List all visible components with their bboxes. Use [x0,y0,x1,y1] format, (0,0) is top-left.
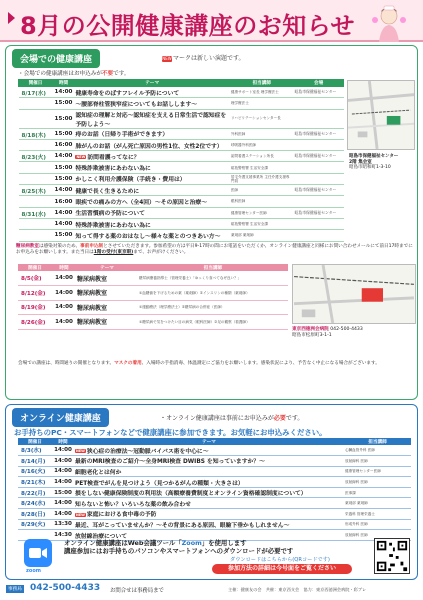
date-cell [19,109,53,128]
time-cell: 13:30 [52,519,74,530]
venue-cell [294,162,344,173]
venue-map-caption [349,154,419,171]
time-cell: 14:00 [52,445,74,456]
lecturer-cell: 呼吸器外科医師 [230,139,294,150]
lecturer-cell: 医事課 [344,487,411,498]
theme-cell [74,519,344,530]
venue-schedule-table [18,79,344,242]
notice-text: とさせていただきます。参加希望の方は平日9-17時の間にお電話をいただくか、オンライン健康講座と同様にお問い合わせメールにて前日17時までにお申込みをお願いします。また当日は [16,244,413,256]
date-cell: 8/26(金) [18,315,52,330]
table-header-row [18,438,411,445]
venue-cell: 昭島市保健福祉センター [294,87,344,98]
theme-cell: 糖尿病教室 [76,286,138,301]
date-cell: 8/17(水) [19,87,53,98]
map-venue-name: 昭島市保健福祉センター [349,154,399,159]
table-row [19,230,344,241]
date-cell: 8/18(木) [19,128,53,139]
theme-text: 痔のお話（日帰り手術ができます） [75,132,169,139]
theme-cell [74,162,229,173]
new-badge: NEW [76,512,85,517]
zoom-app-name: Zoom [181,539,202,547]
title-arrow-icon [8,12,15,24]
theme-text: ～腰部脊柱管狭窄症についてもお話しします～ [75,101,198,108]
theme-text: 認知症の理解と対応～認知症を支える日常生活で認知症を予防しよう～ [75,112,227,128]
time-cell: 14:00 [52,218,74,229]
footer [0,582,423,600]
time-cell: 14:00 [52,315,76,330]
date-cell [19,173,53,184]
theme-text: 細胞老化とは何か [75,469,122,476]
zoom-wordmark: zoom [26,568,41,574]
theme-cell: 糖尿病教室 [76,271,138,286]
venue-cell: 昭島市保健福祉センター [294,185,344,196]
time-cell: 14:00 [52,286,76,301]
diabetes-notice-heading: 糖尿病教室 [16,244,39,249]
theme-cell [74,509,344,520]
time-cell: 14:00 [52,271,76,286]
time-cell: 14:00 [52,151,74,162]
theme-text: 損をしない健康保険制度の利用法（高額療養費制度とオンライン資格確認制度について） [75,491,307,498]
lecturer-cell: 眼科医師 [230,196,294,207]
theme-cell [74,196,229,207]
theme-text: 眼疾での痛みの方へ（全4回）～その原因と治療～ [75,200,208,207]
theme-text: 健康で長く生きるために [75,188,140,195]
lecturer-cell: 健康管理センター医師 [230,207,294,218]
column-header: 開催日 [18,264,52,271]
column-header: 時間 [52,438,74,445]
table-header-row [18,264,288,271]
theme-cell [74,445,344,456]
theme-cell [74,218,229,229]
date-cell [19,218,53,229]
theme-cell [74,466,344,477]
theme-text: 家庭における食中毒の予防 [86,512,157,519]
time-cell: 14:00 [52,498,74,509]
theme-text: 健康寿命をのばすフレイル予防について [75,90,180,97]
date-cell: 8/5(金) [18,271,52,286]
table-row [18,300,288,315]
qr-code-icon[interactable] [374,538,410,574]
hospital-address: 昭島市松原町3-1-1 [292,333,332,338]
table-row [19,218,344,229]
table-header-row [19,80,344,87]
time-cell: 16:00 [52,139,74,150]
time-cell: 14:00 [52,466,74,477]
header-banner [0,0,423,42]
date-cell: 8/12(金) [18,286,52,301]
column-header: 担当講師 [138,264,288,271]
table-row [19,139,344,150]
theme-text: PET検査でがんを見つけよう（見つかるがんの種類・大きさは） [75,480,244,487]
lecturer-cell: ①運動療法（理学療法士）②糖尿病の合併症（医師） [138,300,288,315]
download-link[interactable]: ダウンロードはこちらから(QRコードです) [230,557,330,563]
theme-cell [74,98,229,109]
time-cell: 14:00 [52,509,74,520]
new-badge: NEW [162,56,172,61]
date-cell: 8/3(水) [18,445,52,456]
date-cell [19,139,53,150]
venue-cell: 昭島市保健福祉センター [294,207,344,218]
table-row [18,477,411,488]
host-credits: 主催：健康友の会 共催：東京西支会 協力：東京西徳洲会病院・彩ブレ [228,587,367,592]
venue-cell [294,139,344,150]
zoom-info-line1 [64,539,344,547]
theme-text: 知って得する薬のおはなし～様々な薬とのつきあい方～ [75,233,221,240]
column-header: 開催日 [18,438,52,445]
notice-highlight: 1階の受付(東京眼) [93,250,134,256]
zoom-logo-icon [24,539,52,567]
theme-cell [74,487,344,498]
bottom-note-text: 、入場時の手指消毒、体温測定にご協力をお願いします。感染状況により、予告なく中止になる場合がございます。 [141,361,380,366]
theme-cell [74,128,229,139]
hospital-phone: 042-500-4433 [330,327,363,332]
intro-pre: ・会場での健康講座はお申込みが [18,71,102,77]
time-cell: 14:00 [52,300,76,315]
table-row [19,196,344,207]
inquiry-text: お問合せは事務局まで [110,588,164,594]
table-row [19,109,344,128]
date-cell: 8/31(水) [19,207,53,218]
time-cell: 15:00 [52,230,74,241]
date-cell: 8/16(火) [18,466,52,477]
zoom-info-line2: 講座参加にはお手持ちのパソコンやスマートフォンへのダウンロードが必要です [64,547,294,555]
theme-text: 特殊詐欺被害にあわない為に [75,222,151,229]
office-label: 事務局 [8,587,22,592]
table-row [19,207,344,218]
table-row [18,487,411,498]
office-phone[interactable]: 042-500-4433 [30,583,101,593]
intro-post: です。 [113,71,130,77]
lecturer-cell: 昭島警察署 生活安全課 [230,218,294,229]
lecturer-cell: 放射線科 医師 [344,530,411,541]
theme-text: 最新のMRI検査のご紹介～全身MRI検査 DWIBS を知っていますか？～ [75,459,265,466]
column-header: 時間 [52,264,76,271]
theme-cell [74,87,229,98]
lecturer-cell: 外科医師 [230,128,294,139]
lecturer-cell: 昭島警察署 生活安全課 [230,162,294,173]
venue-cell: 昭島市保健福祉センター [294,128,344,139]
new-badge: NEW [76,155,86,160]
lecturer-cell: 糖尿病療養指導士（管理栄養士）「ゆっくり食べてなぜ良い？」 [138,271,288,286]
venue-cell [294,173,344,184]
lecturer-cell: 放射線科 医師 [344,477,411,488]
lecturer-cell: ①糖尿病で気をつけたい目の病気（眼科医師）②足の観察（看護師） [138,315,288,330]
venue-map [347,80,415,150]
column-header: テーマ [74,438,344,445]
new-badge: NEW [76,449,85,454]
lecturer-cell: 居宅介護支援事業所 主任介護支援専門員 [230,173,294,184]
table-row [18,519,411,530]
hospital-name: 東京西徳洲会病院 [292,327,329,332]
theme-text: 肺がんのお話（がん死亡原因の男性1位、女性2位です） [75,143,223,150]
lecturer-cell: 健康管理センター医師 [344,466,411,477]
hospital-map-caption [292,327,418,339]
table-row [19,151,344,162]
theme-cell [74,456,344,467]
lecturer-cell: 健康サポート室長 理学療法士 [230,87,294,98]
table-row [19,185,344,196]
theme-text: 狭心症の治療法～冠動脈バイパス術を中心に～ [86,448,209,455]
venue-cell: 昭島市保健福祉センター [294,151,344,162]
zoom-info [64,539,344,555]
venue-bottom-note [18,361,418,367]
time-cell: 15:00 [52,98,74,109]
lecturer-cell: 放射線科 医師 [344,456,411,467]
lecturer-cell: 薬剤部 薬剤師 [230,230,294,241]
online-banner: お手持ちのPC・スマートフォンなどで健康講座に参加できます。お気軽にお申込みください。 [14,428,327,437]
date-cell: 8/22(月) [18,487,52,498]
online-note-required: 必要 [273,415,286,422]
column-header: 開催日 [19,80,53,87]
time-cell: 14:00 [52,477,74,488]
time-cell: 14:30 [52,530,74,541]
table-row [19,87,344,98]
venue-intro [18,69,129,77]
lecturer-cell: 医師 [230,185,294,196]
map-venue-room: 2階 集会室 [349,159,372,165]
lecturer-cell: 形成外科 医師 [344,519,411,530]
theme-text: 特殊詐欺被害にあわない為に [75,166,151,173]
venue-cell [294,218,344,229]
nurse-illustration-icon [365,2,413,42]
table-row [18,498,411,509]
theme-cell [74,109,229,128]
online-lecture-panel [5,404,418,580]
time-cell: 16:00 [52,196,74,207]
venue-cell [294,196,344,207]
theme-cell [74,230,229,241]
time-cell: 14:00 [52,456,74,467]
map-venue-address: 昭島市昭和町1-3-10 [349,165,391,170]
theme-text: 生活習慣病の予防について [75,211,145,218]
intro-required: 不要 [101,71,114,77]
time-cell: 15:00 [52,128,74,139]
table-row [19,128,344,139]
venue-cell [294,109,344,128]
column-header: 担当講師 [230,80,294,87]
time-cell: 15:00 [52,173,74,184]
venue-cell [294,98,344,109]
venue-section-heading: 会場での健康講座 [12,49,100,68]
table-row [18,466,411,477]
venue-lecture-panel [5,45,418,400]
online-section-heading: オンライン健康講座 [12,408,109,427]
notice-highlight: 事前申込制 [80,244,104,249]
table-row [18,509,411,520]
online-note-post: です。 [285,415,304,422]
table-row [18,271,288,286]
date-cell [19,230,53,241]
time-cell: 14:00 [52,87,74,98]
zoom-line1-post: 」を使用します [201,539,247,547]
new-note-text: マークは新しい演題です。 [173,55,245,62]
theme-text: かしこく利用介護保険（手続き・費用は） [75,177,186,184]
online-note [160,413,303,422]
table-row [18,286,288,301]
date-cell: 8/25(木) [19,185,53,196]
theme-cell: 糖尿病教室 [76,315,138,330]
theme-text: 放射線治療について [75,533,128,540]
column-header: 会場 [294,80,344,87]
theme-cell: 糖尿病教室 [76,300,138,315]
diabetes-schedule-table [18,264,288,330]
lecturer-cell: リハビリテーションセンター長 [230,109,294,128]
page-title: 8月の公開健康講座のお知らせ [20,12,355,40]
theme-cell [74,139,229,150]
diabetes-notice [16,244,416,257]
venue-cell [294,230,344,241]
lecturer-cell: 栄養科 管理栄養士 [344,509,411,520]
column-header: 担当講師 [344,438,411,445]
column-header: テーマ [76,264,138,271]
date-cell [19,162,53,173]
time-cell: 15:00 [52,109,74,128]
lecturer-cell: 心臓血管外科 医師 [344,445,411,456]
online-schedule-table [18,438,411,541]
notice-text: は感染対策のため、 [38,244,81,249]
table-row [19,98,344,109]
new-mark-note [162,53,245,62]
theme-cell [74,207,229,218]
time-cell: 15:00 [52,487,74,498]
theme-cell [74,477,344,488]
date-cell: 8/28(日) [18,509,52,520]
theme-cell [74,498,344,509]
lecturer-cell: ①血糖値を下げるための薬（薬剤師）②インスリンの種類（薬剤師） [138,286,288,301]
table-row [18,315,288,330]
table-row [19,162,344,173]
theme-text: 最近、耳がこっていませんか？～その背景にある原因、眼瞼下垂かもしれません～ [75,522,290,529]
lecturer-cell: 理学療法士 [230,98,294,109]
notice-text: まで、お声がけください。 [133,250,189,256]
theme-cell [74,173,229,184]
theme-cell [74,185,229,196]
online-note-pre: ・オンライン健康講座は事前にお申込みが [160,415,274,422]
hospital-map [292,264,416,324]
theme-text: 知らないと怖い？いろいろな薬の飲み合わせ [75,501,191,508]
table-row [18,456,411,467]
date-cell: 8/29(火) [18,519,52,530]
detail-banner: 参加方法の詳細は今号面をご覧ください [212,564,352,574]
bottom-note-text: 会場での講座は、時間通りの開催となります。 [18,361,115,366]
date-cell: 8/24(水) [18,498,52,509]
column-header: 時間 [52,80,74,87]
date-cell: 8/23(火) [19,151,53,162]
table-row [19,173,344,184]
lecturer-cell: 薬剤部 薬剤師 [344,498,411,509]
time-cell: 14:00 [52,185,74,196]
table-row [18,445,411,456]
date-cell [19,196,53,207]
theme-cell [74,151,229,162]
column-header: テーマ [74,80,229,87]
lecturer-cell: 訪問看護ステーション所長 [230,151,294,162]
date-cell: 8/14(月) [18,456,52,467]
time-cell: 15:00 [52,162,74,173]
date-cell [19,98,53,109]
theme-text: 訪問看護ってなに？ [87,154,140,161]
zoom-line1-pre: オンライン健康講座はWeb会議ツール「 [64,539,182,547]
bottom-note-highlight: マスクの着用 [114,361,142,366]
time-cell: 14:00 [52,207,74,218]
date-cell: 8/19(金) [18,300,52,315]
date-cell: 8/21(木) [18,477,52,488]
